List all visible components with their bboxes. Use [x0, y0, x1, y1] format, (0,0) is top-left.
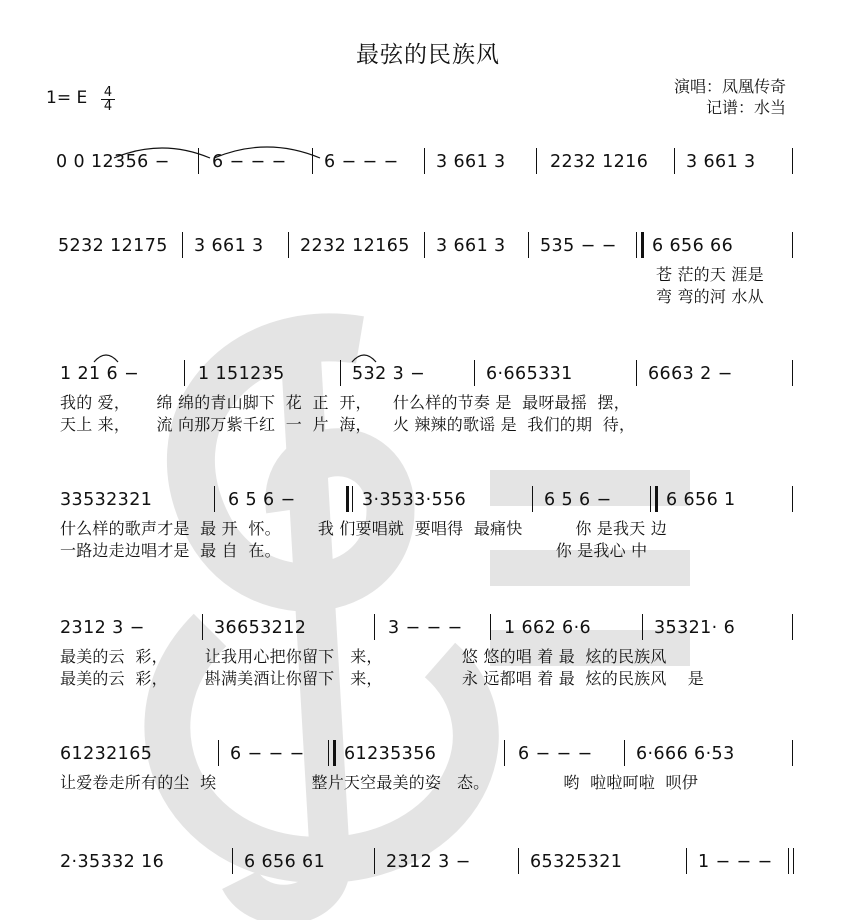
barline	[202, 614, 203, 640]
measure: 3 661 3	[436, 152, 506, 172]
measure: 535 − −	[540, 236, 617, 256]
lyric-line: 最美的云 彩， 斟满美酒让你留下 来， 永 远都唱 着 最 炫的民族风 是	[60, 669, 704, 688]
barline	[518, 848, 519, 874]
time-signature	[101, 86, 115, 113]
repeat-start-barline	[636, 232, 637, 258]
measure: 1 662 6·6	[504, 618, 592, 638]
lyric-line: 苍 茫的天 涯是	[656, 265, 764, 284]
measure: 6 − − −	[230, 744, 305, 764]
song-title: 最弦的民族风	[356, 42, 500, 68]
measure: 33532321	[60, 490, 153, 510]
lyric-line: 什么样的歌声才是 最 开 怀。 我 们要唱就 要唱得 最痛快 你 是我天 边	[60, 519, 667, 538]
measure: 2312 3 −	[386, 852, 471, 872]
measure: 6·666 6·53	[636, 744, 735, 764]
slur-arcs	[84, 346, 384, 364]
measure: 6 5 6 −	[544, 490, 612, 510]
barline	[636, 360, 637, 386]
measure: 6 656 1	[666, 490, 736, 510]
measure: 36653212	[214, 618, 307, 638]
barline	[792, 360, 793, 386]
barline	[792, 614, 793, 640]
barline	[792, 740, 793, 766]
repeat-end-thick-line	[346, 486, 349, 512]
barline	[504, 740, 505, 766]
measure: 2232 12165	[300, 236, 410, 256]
barline	[528, 232, 529, 258]
repeat-start-thick-line	[655, 486, 658, 512]
barline	[624, 740, 625, 766]
measure: 1 21 6 −	[60, 364, 140, 384]
barline	[792, 232, 793, 258]
barline	[674, 148, 675, 174]
measure: 0 0 12356 −	[56, 152, 170, 172]
measure: 61232165	[60, 744, 153, 764]
measure: 65325321	[530, 852, 623, 872]
barline	[536, 148, 537, 174]
measure: 5232 12175	[58, 236, 168, 256]
barline	[218, 740, 219, 766]
time-signature-bottom: 4	[101, 99, 115, 113]
lyric-line: 一路边走边唱才是 最 自 在。 你 是我心 中	[60, 541, 648, 560]
lyric-line: 我的 爱， 绵 绵的青山脚下 花 正 开， 什么样的节奏 是 最呀最摇 摆，	[60, 393, 630, 412]
lyric-line: 让爱卷走所有的尘 埃 整片天空最美的姿 态。 哟 啦啦呵啦 呗伊	[60, 773, 698, 792]
measure: 61235356	[344, 744, 437, 764]
lyric-line: 天上 来， 流 向那万紫千红 一 片 海， 火 辣辣的歌谣 是 我们的期 待，	[60, 415, 636, 434]
measure: 3 661 3	[436, 236, 506, 256]
measure: 1 151235	[198, 364, 285, 384]
barline	[686, 848, 687, 874]
final-barline	[788, 848, 789, 874]
final-barline	[793, 848, 794, 874]
barline	[182, 232, 183, 258]
lyric-line: 最美的云 彩， 让我用心把你留下 来， 悠 悠的唱 着 最 炫的民族风	[60, 647, 667, 666]
barline	[184, 360, 185, 386]
measure: 3 661 3	[194, 236, 264, 256]
barline	[490, 614, 491, 640]
measure: 2·35332 16	[60, 852, 165, 872]
barline	[424, 148, 425, 174]
barline	[532, 486, 533, 512]
barline	[792, 486, 793, 512]
measure: 6 656 61	[244, 852, 326, 872]
measure: 6663 2 −	[648, 364, 733, 384]
measure: 3·3533·556	[362, 490, 467, 510]
measure: 2312 3 −	[60, 618, 145, 638]
barline	[474, 360, 475, 386]
barline	[792, 148, 793, 174]
key-signature: 1= E	[46, 88, 88, 108]
measure: 6 656 66	[652, 236, 734, 256]
barline	[232, 848, 233, 874]
measure: 35321· 6	[654, 618, 736, 638]
measure: 6 5 6 −	[228, 490, 296, 510]
lyric-line: 弯 弯的河 水从	[656, 287, 764, 306]
measure: 6 − − −	[212, 152, 287, 172]
repeat-start-barline	[328, 740, 329, 766]
measure: 3 − − −	[388, 618, 463, 638]
repeat-start-barline	[650, 486, 651, 512]
measure: 6·665331	[486, 364, 573, 384]
repeat-end-barline	[352, 486, 353, 512]
measure: 3 661 3	[686, 152, 756, 172]
repeat-start-thick-line	[333, 740, 336, 766]
measure: 6 − − −	[518, 744, 593, 764]
barline	[312, 148, 313, 174]
barline	[374, 614, 375, 640]
singer-credit: 演唱：凤凰传奇	[673, 77, 786, 96]
measure: 532 3 −	[352, 364, 426, 384]
barline	[340, 360, 341, 386]
time-signature-top: 4	[103, 85, 113, 100]
transcriber-credit: 记谱：水当	[705, 98, 786, 117]
measure: 2232 1216	[550, 152, 649, 172]
barline	[424, 232, 425, 258]
barline	[214, 486, 215, 512]
barline	[374, 848, 375, 874]
barline	[198, 148, 199, 174]
measure: 1 − − −	[698, 852, 773, 872]
measure: 6 − − −	[324, 152, 399, 172]
repeat-start-thick-line	[641, 232, 644, 258]
barline	[288, 232, 289, 258]
barline	[642, 614, 643, 640]
